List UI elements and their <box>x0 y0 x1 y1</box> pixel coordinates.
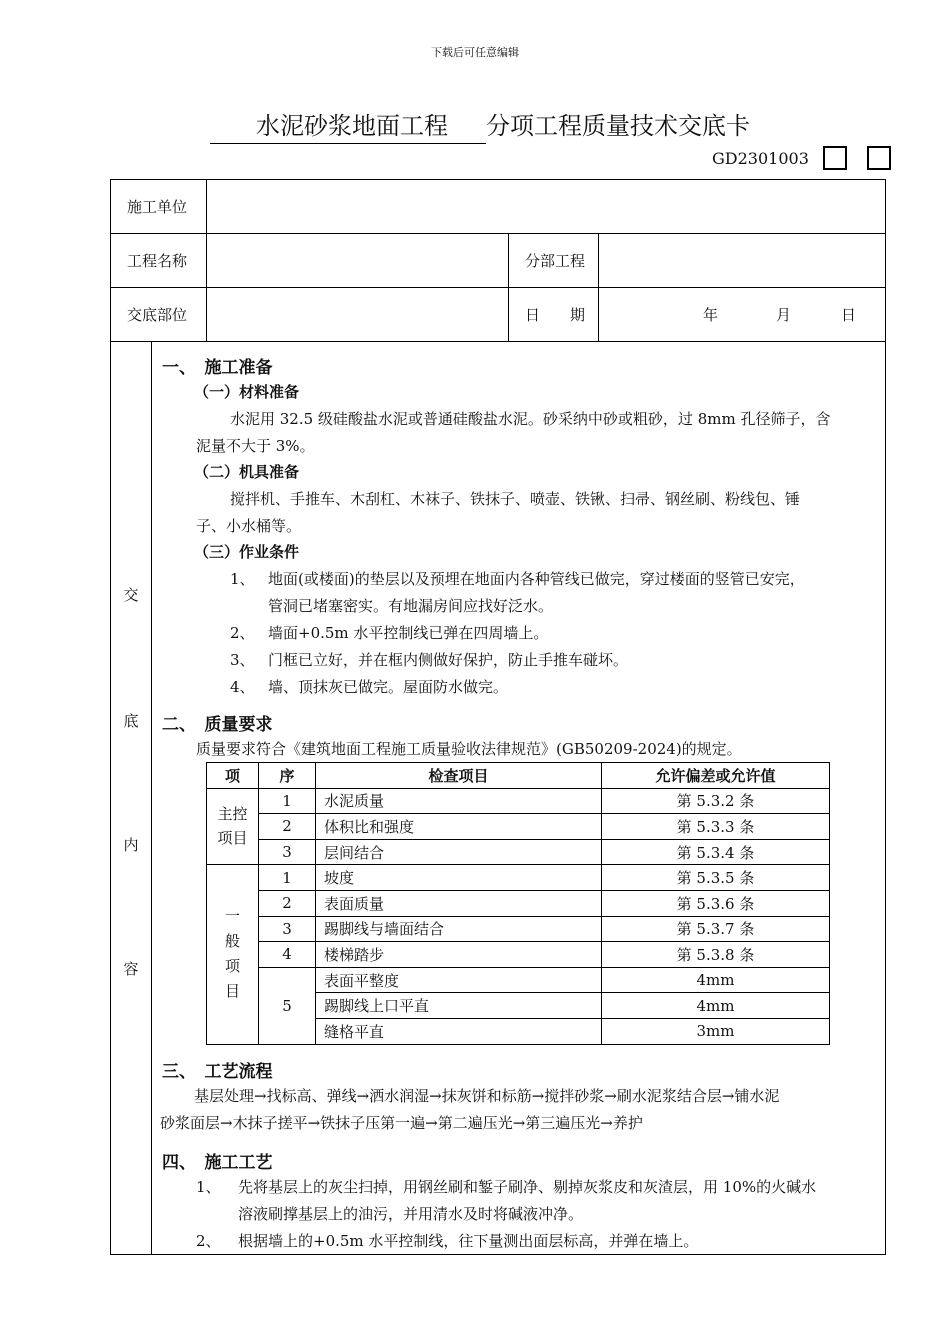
table-row <box>207 839 830 865</box>
cell-item: 表面平整度 <box>316 967 602 993</box>
cell-item: 踢脚线上口平直 <box>316 993 602 1019</box>
step-2-num: 2、 <box>196 1232 221 1250</box>
step-1-line2: 溶液刷撑基层上的油污，并用清水及时将碱液冲净。 <box>238 1205 584 1223</box>
cell-item: 表面质量 <box>316 890 602 916</box>
cell-item: 缝格平直 <box>316 1018 602 1044</box>
cell-seq: 1 <box>259 865 316 891</box>
cell-value: 第 5.3.3 条 <box>602 814 830 840</box>
sec3-title: 三、 工艺流程 <box>162 1062 273 1082</box>
cell-seq: 3 <box>259 839 316 865</box>
sub-project-field[interactable] <box>599 234 885 287</box>
cell-item: 楼梯踏步 <box>316 942 602 968</box>
condition-4-num: 4、 <box>230 678 255 696</box>
page-title <box>210 106 750 144</box>
table-row <box>207 916 830 942</box>
cell-value: 第 5.3.8 条 <box>602 942 830 968</box>
sec1-sub1-text1: 水泥用 32.5 级硅酸盐水泥或普通硅酸盐水泥。砂采纳中砂或粗砂，过 8mm 孔径筛子，含 <box>230 410 831 428</box>
th-check: 检查项目 <box>316 763 602 789</box>
side-char-1: 交 <box>123 586 139 604</box>
sec4-title: 四、 施工工艺 <box>162 1153 273 1173</box>
sec1-sub3: （三）作业条件 <box>194 543 300 561</box>
date-label: 日 期 <box>509 288 599 341</box>
cell-seq: 1 <box>259 788 316 814</box>
form-code-row <box>712 146 891 170</box>
sec3-line1: 基层处理→找标高、弹线→洒水润湿→抹灰饼和标筋→搅拌砂浆→刷水泥浆结合层→铺水泥 <box>194 1087 780 1105</box>
table-row <box>207 890 830 916</box>
condition-3-num: 3、 <box>230 651 255 669</box>
unit-label: 施工单位 <box>111 180 207 233</box>
side-label <box>111 342 152 1254</box>
cell-value: 4mm <box>602 993 830 1019</box>
sec1-sub2-text2: 子、小水桶等。 <box>196 517 302 535</box>
unit-field[interactable] <box>207 180 885 233</box>
condition-3-line1: 门框已立好，并在框内侧做好保护，防止手推车碰坏。 <box>268 651 629 669</box>
table-header-row <box>207 763 830 789</box>
date-day: 日 <box>841 306 857 324</box>
condition-1-line1: 地面(或楼面)的垫层以及预埋在地面内各种管线已做完，穿过楼面的竖管已安完， <box>268 570 805 588</box>
quality-table <box>206 762 830 1045</box>
table-row <box>207 788 830 814</box>
form-code: GD2301003 <box>712 148 809 168</box>
location-label: 交底部位 <box>111 288 207 341</box>
side-char-4: 容 <box>123 960 139 978</box>
sub-project-label: 分部工程 <box>509 234 599 287</box>
title-suffix: 分项工程质量技术交底卡 <box>486 112 750 140</box>
row-unit <box>111 180 885 234</box>
step-1-num: 1、 <box>196 1178 221 1196</box>
cell-seq: 4 <box>259 942 316 968</box>
condition-2-line1: 墙面+0.5m 水平控制线已弹在四周墙上。 <box>268 624 549 642</box>
content-body <box>152 342 885 1254</box>
cell-value: 4mm <box>602 967 830 993</box>
cell-value: 第 5.3.6 条 <box>602 890 830 916</box>
sec3-line2: 砂浆面层→木抹子搓平→铁抹子压第一遍→第二遍压光→第三遍压光→养护 <box>160 1114 643 1132</box>
step-1-line1: 先将基层上的灰尘扫掉，用钢丝刷和錾子刷净、剔掉灰浆皮和灰渣层，用 10%的火碱水 <box>238 1178 817 1196</box>
group-general: 一般项目 <box>207 865 259 1044</box>
cell-item: 坡度 <box>316 865 602 891</box>
code-checkbox-1[interactable] <box>823 146 847 170</box>
table-row <box>207 967 830 993</box>
sec1-sub2-text1: 搅拌机、手推车、木刮杠、木袜子、铁抹子、喷壶、铁锹、扫帚、钢丝刷、粉线包、锤 <box>230 490 801 508</box>
table-row <box>207 865 830 891</box>
cell-value: 第 5.3.5 条 <box>602 865 830 891</box>
location-field[interactable] <box>207 288 509 341</box>
sec1-sub1: （一）材料准备 <box>194 383 300 401</box>
cell-seq: 3 <box>259 916 316 942</box>
th-item: 项 <box>207 763 259 789</box>
top-note: 下载后可任意编辑 <box>431 46 519 59</box>
sec2-title: 二、 质量要求 <box>162 715 273 735</box>
cell-item: 水泥质量 <box>316 788 602 814</box>
group-main: 主控项目 <box>207 788 259 865</box>
content-row <box>111 342 885 1254</box>
condition-1-num: 1、 <box>230 570 255 588</box>
side-char-3: 内 <box>123 836 139 854</box>
cell-value: 3mm <box>602 1018 830 1044</box>
cell-item: 体积比和强度 <box>316 814 602 840</box>
cell-item: 踢脚线与墙面结合 <box>316 916 602 942</box>
cell-value: 第 5.3.4 条 <box>602 839 830 865</box>
sec1-title: 一、 施工准备 <box>162 358 273 378</box>
cell-value: 第 5.3.2 条 <box>602 788 830 814</box>
title-project: 水泥砂浆地面工程 <box>210 106 486 144</box>
condition-2-num: 2、 <box>230 624 255 642</box>
cell-value: 第 5.3.7 条 <box>602 916 830 942</box>
th-seq: 序 <box>259 763 316 789</box>
condition-4-line1: 墙、顶抹灰已做完。屋面防水做完。 <box>268 678 509 696</box>
table-row <box>207 942 830 968</box>
disclosure-form <box>110 179 886 1255</box>
project-name-field[interactable] <box>207 234 509 287</box>
sec1-sub2: （二）机具准备 <box>194 463 300 481</box>
cell-item: 层间结合 <box>316 839 602 865</box>
table-row <box>207 814 830 840</box>
date-year: 年 <box>703 306 719 324</box>
project-name-label: 工程名称 <box>111 234 207 287</box>
cell-seq: 2 <box>259 890 316 916</box>
cell-seq: 2 <box>259 814 316 840</box>
th-allowance: 允许偏差或允许值 <box>602 763 830 789</box>
date-month: 月 <box>776 306 792 324</box>
code-checkbox-2[interactable] <box>867 146 891 170</box>
step-2-line1: 根据墙上的+0.5m 水平控制线，往下量测出面层标高，并弹在墙上。 <box>238 1232 699 1250</box>
condition-1-line2: 管洞已堵塞密实。有地漏房间应找好泛水。 <box>268 597 554 615</box>
sec1-sub1-text2: 泥量不大于 3%。 <box>196 437 315 455</box>
date-field[interactable] <box>599 288 885 341</box>
side-char-2: 底 <box>123 712 139 730</box>
row-project <box>111 234 885 288</box>
sec2-intro: 质量要求符合《建筑地面工程施工质量验收法律规范》(GB50209-2024)的规定。 <box>196 740 742 758</box>
cell-seq: 5 <box>259 967 316 1044</box>
row-location <box>111 288 885 342</box>
